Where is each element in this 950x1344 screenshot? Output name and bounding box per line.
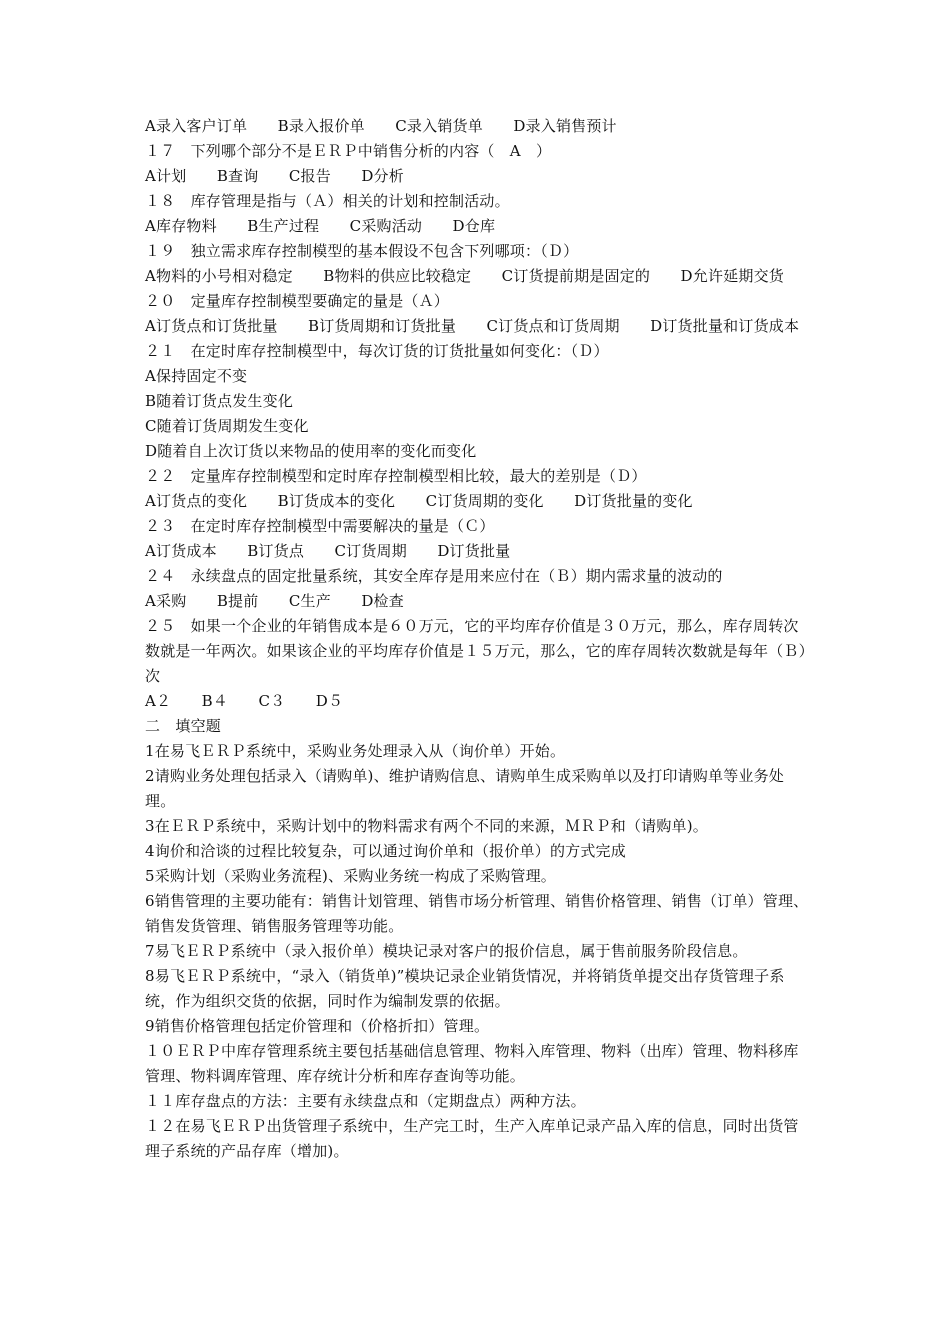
fill-item-3: 3在ＥＲＰ系统中，采购计划中的物料需求有两个不同的来源，ＭＲＰ和（请购单)。 (145, 817, 708, 835)
fill-item-4: 4询价和洽谈的过程比较复杂，可以通过询价单和（报价单）的方式完成 (145, 842, 626, 860)
q24-options: A采购 B提前 C生产 D检查 (145, 592, 404, 610)
q23-question: ２３ 在定时库存控制模型中需要解决的量是（Ｃ） (145, 517, 495, 535)
q20-question: ２０ 定量库存控制模型要确定的量是（Ａ） (145, 292, 450, 310)
fill-item-7: 7易飞ＥＲＰ系统中（录入报价单）模块记录对客户的报价信息，属于售前服务阶段信息。 (145, 942, 748, 960)
fill-item-2: 2请购业务处理包括录入（请购单)、维护请购信息、请购单生成采购单以及打印请购单等业务处理。 (145, 767, 784, 810)
fill-item-12: １２在易飞ＥＲＰ出货管理子系统中，生产完工时，生产入库单记录产品入库的信息，同时出货管理子系统的产品存库（增加)。 (145, 1117, 799, 1160)
fill-item-1: 1在易飞ＥＲＰ系统中，采购业务处理录入从（询价单）开始。 (145, 742, 566, 760)
q25-options: A２ B４ C３ D５ (145, 692, 344, 710)
fill-item-9: 9销售价格管理包括定价管理和（价格折扣）管理。 (145, 1017, 490, 1035)
q21-option-a: A保持固定不变 (145, 367, 248, 385)
fill-item-8: 8易飞ＥＲＰ系统中，“录入（销货单)”模块记录企业销货情况，并将销货单提交出存货管理子系统，作为组织交货的依据，同时作为编制发票的依据。 (145, 967, 785, 1010)
fill-item-10: １０ＥＲＰ中库存管理系统主要包括基础信息管理、物料入库管理、物料（出库）管理、物料移库管理、物料调库管理、库存统计分析和库存查询等功能。 (145, 1042, 799, 1085)
q25-question: ２５ 如果一个企业的年销售成本是６０万元，它的平均库存价值是３０万元，那么，库存周转次数就是一年两次。如果该企业的平均库存价值是１５万元，那么，它的库存周转次数就是每年（Ｂ）次 (145, 617, 807, 685)
document-body (145, 114, 810, 1164)
q16-options: A录入客户订单 B录入报价单 C录入销货单 D录入销售预计 (145, 117, 617, 135)
q20-options: A订货点和订货批量 B订货周期和订货批量 C订货点和订货周期 D订货批量和订货成本 (145, 317, 800, 335)
q19-question: １９ 独立需求库存控制模型的基本假设不包含下列哪项：（Ｄ） (145, 242, 579, 260)
fill-item-6: 6销售管理的主要功能有：销售计划管理、销售市场分析管理、销售价格管理、销售（订单）管理、销售发货管理、销售服务管理等功能。 (145, 892, 809, 935)
q18-question: １８ 库存管理是指与（Ａ）相关的计划和控制活动。 (145, 192, 510, 210)
q21-option-c: C随着订货周期发生变化 (145, 417, 309, 435)
q22-options: A订货点的变化 B订货成本的变化 C订货周期的变化 D订货批量的变化 (145, 492, 693, 510)
section-heading-fill-in: 二 填空题 (145, 717, 222, 735)
fill-item-11: １１库存盘点的方法：主要有永续盘点和（定期盘点）两种方法。 (145, 1092, 586, 1110)
q18-options: A库存物料 B生产过程 C采购活动 D仓库 (145, 217, 496, 235)
q17-question: １７ 下列哪个部分不是ＥＲＰ中销售分析的内容（ A ） (145, 142, 552, 160)
q23-options: A订货成本 B订货点 C订货周期 D订货批量 (145, 542, 511, 560)
q19-options: A物料的小号相对稳定 B物料的供应比较稳定 C订货提前期是固定的 D允许延期交货 (145, 267, 784, 285)
q21-option-d: D随着自上次订货以来物品的使用率的变化而变化 (145, 442, 477, 460)
q21-option-b: B随着订货点发生变化 (145, 392, 294, 410)
q22-question: ２２ 定量库存控制模型和定时库存控制模型相比较，最大的差别是（Ｄ） (145, 467, 647, 485)
q21-question: ２１ 在定时库存控制模型中，每次订货的订货批量如何变化：（Ｄ） (145, 342, 609, 360)
q24-question: ２４ 永续盘点的固定批量系统，其安全库存是用来应付在（Ｂ）期内需求量的波动的 (145, 567, 723, 585)
fill-item-5: 5采购计划（采购业务流程)、采购业务统一构成了采购管理。 (145, 867, 556, 885)
q17-options: A计划 B查询 C报告 D分析 (145, 167, 404, 185)
